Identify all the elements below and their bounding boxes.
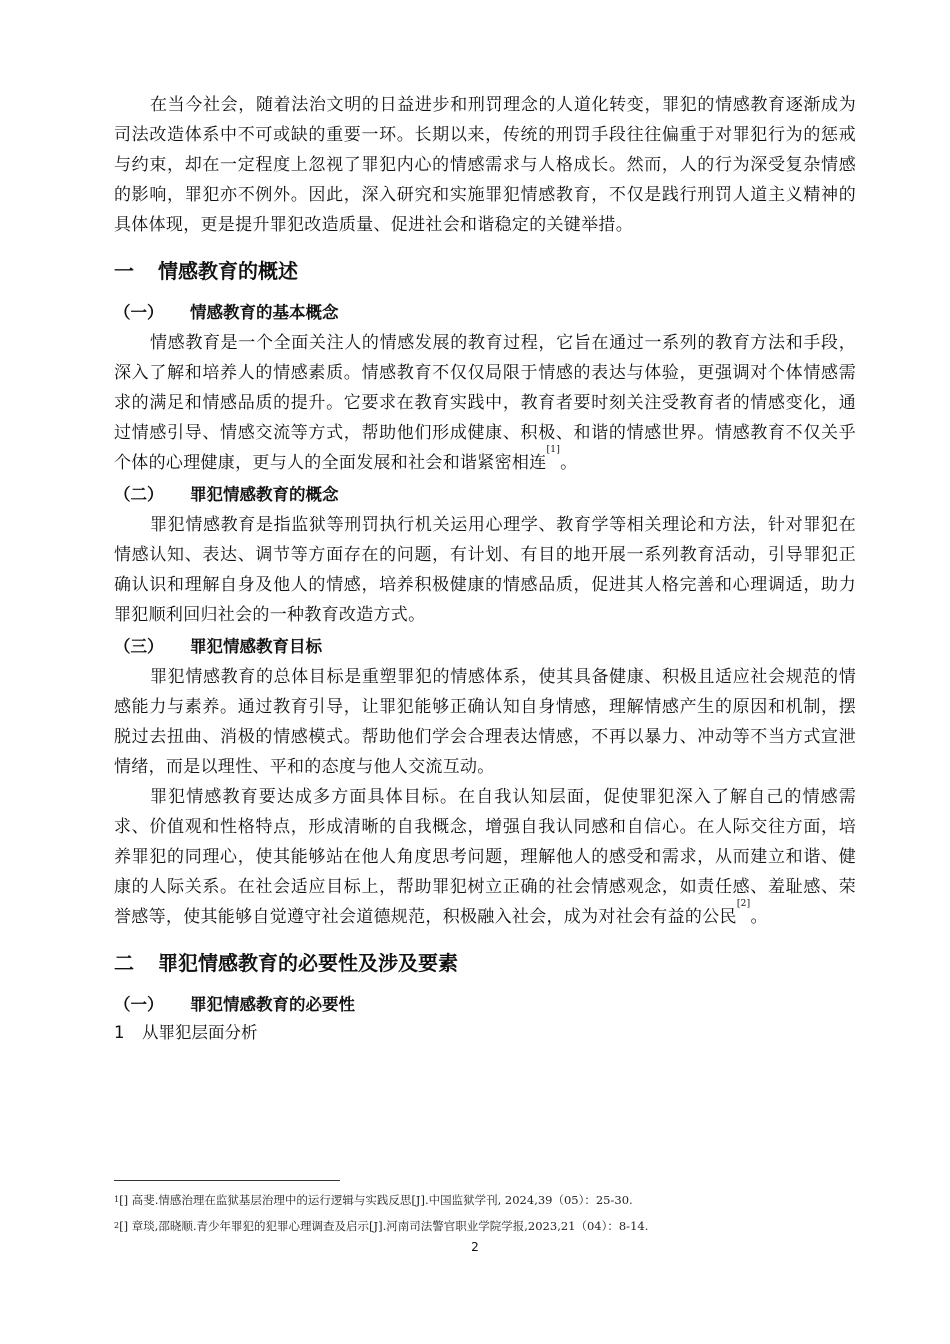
subsection-2-1-title: 罪犯情感教育的必要性	[190, 995, 355, 1014]
footnote-ref-2[interactable]: [2]	[736, 899, 751, 909]
section-2-heading	[114, 948, 856, 978]
subsection-1-1-title: 情感教育的基本概念	[190, 303, 339, 322]
intro-paragraph: 在当今社会，随着法治文明的日益进步和刑罚理念的人道化转变，罪犯的情感教育逐渐成为司法改造体系中不可或缺的重要一环。长期以来，传统的刑罚手段往往偏重于对罪犯行为的惩戒与约束，却在一定程度上忽视了罪犯内心的情感需求与人格成长。然而，人的行为深受复杂情感的影响，罪犯亦不例外。因此，深入研究和实施罪犯情感教育，不仅是践行刑罚人道主义精神的具体体现，更是提升罪犯改造质量、促进社会和谐稳定的关键举措。	[114, 95, 856, 235]
footnote-1-text: [] 高斐.情感治理在监狱基层治理中的运行逻辑与实践反思[J].中国监狱学刊, 2024,39（05）：25-30.	[119, 1193, 633, 1207]
subsection-1-2-title: 罪犯情感教育的概念	[190, 485, 339, 504]
footnote-1	[114, 1192, 854, 1208]
footnotes	[114, 1192, 854, 1244]
footnote-2-mark: 2	[114, 1221, 120, 1230]
subsection-1-1-paragraph	[114, 328, 856, 478]
subsection-1-3-number: （三）	[114, 637, 164, 656]
section-1-title: 情感教育的概述	[158, 259, 298, 283]
section-2-number: 二	[114, 951, 134, 975]
paragraph-end: 。	[750, 907, 768, 927]
section-1-heading	[114, 256, 856, 286]
subsection-1-3-title: 罪犯情感教育目标	[190, 637, 322, 656]
body-content	[114, 90, 856, 1046]
section-1-number: 一	[114, 259, 134, 283]
paragraph-text: 情感教育是一个全面关注人的情感发展的教育过程，它旨在通过一系列的教育方法和手段，深入了解和培养人的情感素质。情感教育不仅仅局限于情感的表达与体验，更强调对个体情感需求的满足和情感品质的提升。它要求在教育实践中，教育者要时刻关注受教育者的情感变化，通过情感引导、情感交流等方式，帮助他们形成健康、积极、和谐的情感世界。情感教育不仅关乎个体的心理健康，更与人的全面发展和社会和谐紧密相连	[114, 333, 856, 473]
paragraph-text: 罪犯情感教育要达成多方面具体目标。在自我认知层面，促使罪犯深入了解自己的情感需求、价值观和性格特点，形成清晰的自我概念，增强自我认同感和自信心。在人际交往方面，培养罪犯的同理心，使其能够站在他人角度思考问题，理解他人的感受和需求，从而建立和谐、健康的人际关系。在社会适应目标上，帮助罪犯树立正确的社会情感观念，如责任感、羞耻感、荣誉感等，使其能够自觉遵守社会道德规范，积极融入社会，成为对社会有益的公民	[114, 787, 856, 927]
item-1-title: 从罪犯层面分析	[142, 1023, 258, 1042]
footnote-2-text: [] 章琰,邵晓顺.青少年罪犯的犯罪心理调查及启示[J].河南司法警官职业学院学报,2023,21（04）：8-14.	[119, 1219, 649, 1233]
paragraph-end: 。	[560, 453, 578, 473]
footnote-1-mark: 1	[114, 1195, 120, 1204]
subsection-2-1-heading	[114, 992, 856, 1018]
section-2-title: 罪犯情感教育的必要性及涉及要素	[158, 951, 458, 975]
subsection-1-2-paragraph: 罪犯情感教育是指监狱等刑罚执行机关运用心理学、教育学等相关理论和方法，针对罪犯在情感认知、表达、调节等方面存在的问题，有计划、有目的地开展一系列教育活动，引导罪犯正确认识和理解自身及他人的情感，培养积极健康的情感品质，促进其人格完善和心理调适，助力罪犯顺利回归社会的一种教育改造方式。	[114, 515, 856, 625]
subsection-1-3-paragraph-1: 罪犯情感教育的总体目标是重塑罪犯的情感体系，使其具备健康、积极且适应社会规范的情感能力与素养。通过教育引导，让罪犯能够正确认知自身情感，理解情感产生的原因和机制，摆脱过去扭曲、消极的情感模式。帮助他们学会合理表达情感，不再以暴力、冲动等不当方式宣泄情绪，而是以理性、平和的态度与他人交流互动。	[114, 667, 856, 777]
footnote-ref-1[interactable]: [1]	[546, 445, 561, 455]
item-1-number: 1	[114, 1023, 125, 1042]
subsection-1-3-paragraph-2	[114, 782, 856, 932]
subsection-1-1-heading	[114, 300, 856, 326]
subsection-1-3-heading	[114, 634, 856, 660]
footnote-divider	[114, 1180, 340, 1181]
subsection-1-1-number: （一）	[114, 303, 164, 322]
subsection-1-2-heading	[114, 482, 856, 508]
subsection-2-1-number: （一）	[114, 995, 164, 1014]
item-1-heading	[114, 1020, 856, 1046]
footnote-2	[114, 1218, 854, 1234]
page-number: 2	[471, 1240, 479, 1254]
subsection-1-2-number: （二）	[114, 485, 164, 504]
